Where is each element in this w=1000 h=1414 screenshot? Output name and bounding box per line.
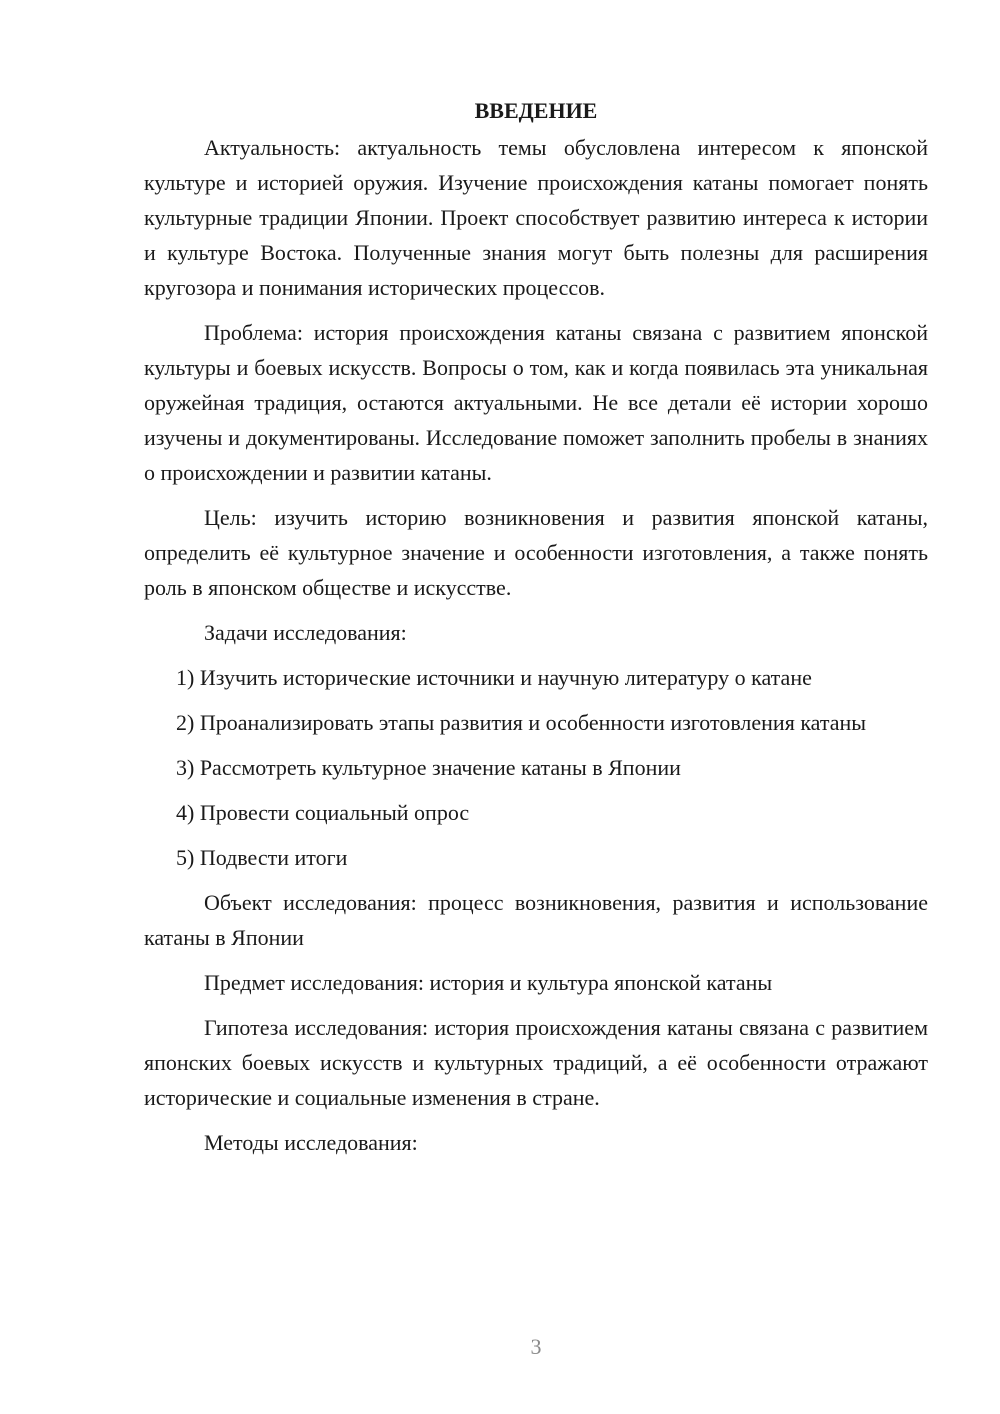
paragraph-tasks-title: Задачи исследования: [204, 620, 407, 645]
paragraph-subject: Предмет исследования: история и культура японской катаны [204, 970, 773, 995]
paragraph-object: Объект исследования: процесс возникновения, развития и использование катаны в Японии [144, 890, 928, 950]
paragraph-goal: Цель: изучить историю возникновения и развития японской катаны, определить её культурное значение и особенности изготовления, а также понять роль в японском обществе и искусстве. [144, 505, 928, 600]
task-item-1: 1) Изучить исторические источники и научную литературу о катане [176, 665, 812, 690]
task-item-2: 2) Проанализировать этапы развития и особенности изготовления катаны [176, 710, 867, 735]
section-heading: ВВЕДЕНИЕ [474, 98, 598, 123]
task-item-4: 4) Провести социальный опрос [176, 800, 470, 825]
paragraph-hypothesis: Гипотеза исследования: история происхождения катаны связана с развитием японских боевых искусств и культурных традиций, а её особенности отражают исторические и социальные изменения в стране. [144, 1015, 928, 1110]
paragraph-relevance: Актуальность: актуальность темы обусловлена интересом к японской культуре и историей оружия. Изучение происхождения катаны помогает понять культурные традиции Японии. Проект способствует развитию интереса к истории и культуре Востока. Полученные знания могут быть полезны для расширения кругозора и понимания исторических процессов. [144, 135, 928, 300]
document-page [144, 96, 928, 1170]
paragraph-methods: Методы исследования: [204, 1130, 418, 1155]
task-item-3: 3) Рассмотреть культурное значение катаны в Японии [176, 755, 681, 780]
task-item-5: 5) Подвести итоги [176, 845, 348, 870]
page-number: 3 [530, 1334, 542, 1359]
paragraph-problem: Проблема: история происхождения катаны связана с развитием японской культуры и боевых искусств. Вопросы о том, как и когда появилась эта уникальная оружейная традиция, остаются актуальными. Не все детали её истории хорошо изучены и документированы. Исследование поможет заполнить пробелы в знаниях о происхождении и развитии катаны. [144, 320, 928, 485]
